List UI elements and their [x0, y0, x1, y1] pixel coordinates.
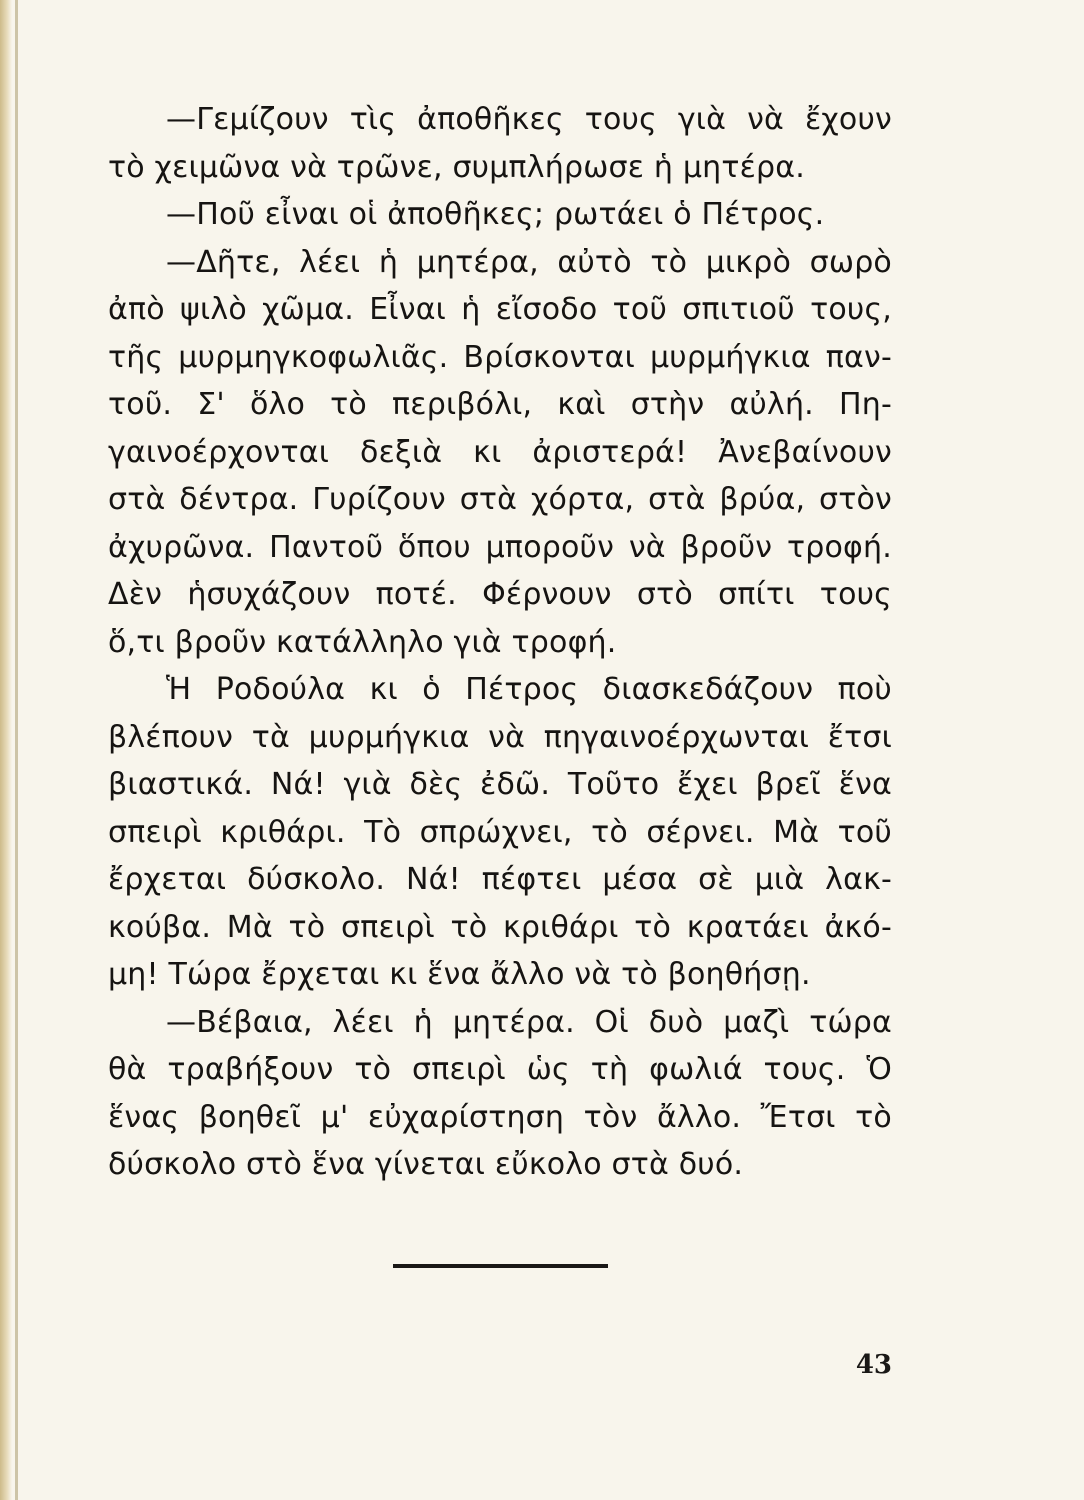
- text-line: —Βέβαια, λέει ἡ μητέρα. Οἱ δυὸ μαζὶ τώρα: [166, 1004, 892, 1040]
- text-line: βλέπουν τὰ μυρμήγκια νὰ πηγαινοέρχωνται ἔτσι: [108, 719, 892, 755]
- page-number: 43: [855, 1350, 892, 1380]
- text-line: —Ποῦ εἶναι οἱ ἀποθῆκες; ρωτάει ὁ Πέτρος.: [166, 197, 825, 232]
- page-edge: [0, 0, 12, 1500]
- text-line: σπειρὶ κριθάρι. Τὸ σπρώχνει, τὸ σέρνει. Μὰ τοῦ: [108, 814, 892, 850]
- text-line: Ἡ Ροδούλα κι ὁ Πέτρος διασκεδάζουν ποὺ: [166, 672, 892, 707]
- text-line: στὰ δέντρα. Γυρίζουν στὰ χόρτα, στὰ βρύα, στὸν: [108, 482, 892, 517]
- text-line: βιαστικά. Νά! γιὰ δὲς ἐδῶ. Τοῦτο ἔχει βρεῖ ἕνα: [108, 767, 892, 802]
- text-line: ἔρχεται δύσκολο. Νά! πέφτει μέσα σὲ μιὰ λακ-: [108, 862, 892, 897]
- text-line: —Γεμίζουν τὶς ἀποθῆκες τους γιὰ νὰ ἔχουν: [166, 102, 892, 137]
- text-line: ἕνας βοηθεῖ μ' εὐχαρίστηση τὸν ἄλλο. Ἔτσι τὸ: [108, 1099, 892, 1135]
- text-line: δύσκολο στὸ ἕνα γίνεται εὔκολο στὰ δυό.: [108, 1147, 744, 1182]
- text-line: γαινοέρχονται δεξιὰ κι ἀριστερά! Ἀνεβαίνουν: [108, 434, 892, 470]
- text-line: κούβα. Μὰ τὸ σπειρὶ τὸ κριθάρι τὸ κρατάει ἀκό-: [108, 909, 892, 945]
- text-line: τῆς μυρμηγκοφωλιᾶς. Βρίσκονται μυρμήγκια παν-: [108, 339, 892, 375]
- text-line: μη! Τώρα ἔρχεται κι ἕνα ἄλλο νὰ τὸ βοηθήσῃ.: [108, 957, 811, 992]
- text-line: —Δῆτε, λέει ἡ μητέρα, αὐτὸ τὸ μικρὸ σωρὸ: [166, 244, 892, 280]
- gutter-line: [15, 0, 18, 1500]
- text-line: ἀχυρῶνα. Παντοῦ ὅπου μποροῦν νὰ βροῦν τροφή.: [108, 529, 892, 565]
- section-divider: [393, 1264, 608, 1268]
- text-line: ἀπὸ ψιλὸ χῶμα. Εἶναι ἡ εἴσοδο τοῦ σπιτιοῦ τους,: [108, 292, 892, 327]
- text-line: θὰ τραβήξουν τὸ σπειρὶ ὡς τὴ φωλιά τους. Ὁ: [108, 1052, 892, 1087]
- text-line: τοῦ. Σ' ὅλο τὸ περιβόλι, καὶ στὴν αὐλή. Πη-: [108, 387, 892, 422]
- text-line: Δὲν ἡσυχάζουν ποτέ. Φέρνουν στὸ σπίτι τους: [108, 577, 892, 612]
- body-text: [108, 96, 892, 1189]
- text-line: ὅ,τι βροῦν κατάλληλο γιὰ τροφή.: [108, 624, 617, 660]
- text-line: τὸ χειμῶνα νὰ τρῶνε, συμπλήρωσε ἡ μητέρα.: [108, 149, 805, 185]
